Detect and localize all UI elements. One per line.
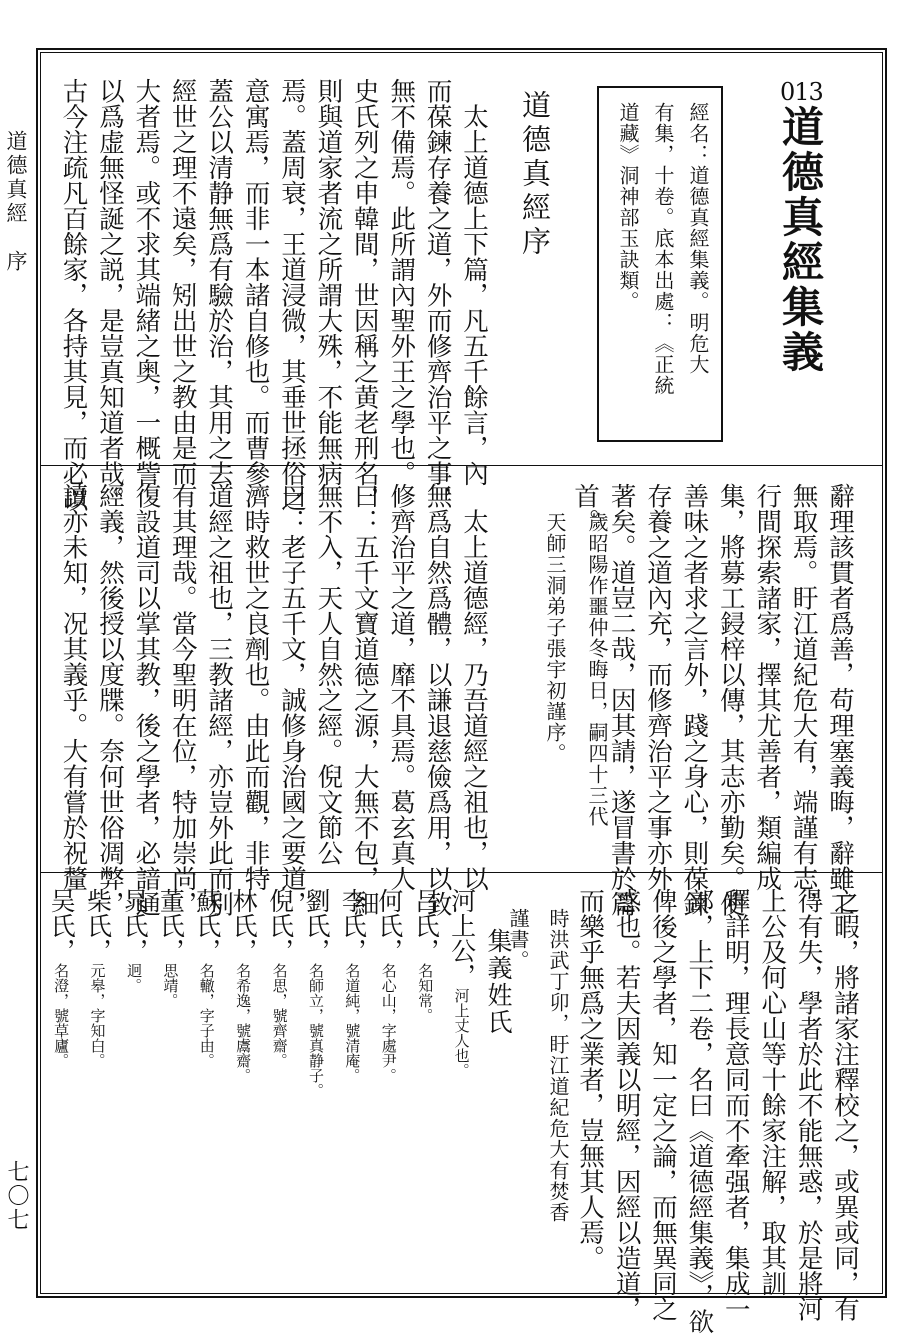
text-line: 善味之者求之言外，踐之身心，則葆鍊 [679,483,710,917]
text-line: 之暇，將諸家注釋校之，或異或同，有 [830,888,860,1322]
surname-entry [43,888,79,1288]
surname-note: 元皋，字知白。 [88,963,107,1068]
text-line: 史氏列之申韓間，世因稱之黄老刑名， [349,78,380,512]
running-head: 道德真經 序 [4,130,28,274]
book-info-box [597,86,723,442]
second-preface-body-tier3 [575,888,863,1334]
surname: 倪氏， [265,888,295,963]
surnames-heading: 集義姓氏 [484,928,513,1036]
text-line: 惑也。若夫因義以明經，因經以造道， [611,888,642,1322]
surname: 林氏， [229,888,259,963]
preface-body-tier1 [58,78,492,512]
info-line: 經名：道德真經集義。明危大 [686,102,710,375]
surname-note: 名轍，字子由。 [197,963,216,1068]
surname: 劉氏， [301,888,331,963]
signature-line: 歲昭陽作噩仲冬晦日，嗣四十三代 [585,512,609,827]
text-line: 焉。蓋周衰，王道浸微，其垂世拯俗之 [276,78,307,512]
surname-note: 名希逸，號鬳齋。 [234,963,253,1083]
preface-signature [528,512,618,862]
surname-note: 名思，號齊齋。 [270,963,289,1068]
surname: 董氏， [156,888,186,963]
text-line: 大者焉。或不求其端緒之奥，一概訾 [131,78,162,486]
text-line: 曰：老子五千文，誠修身治國之要道， [276,483,307,917]
text-line: 而葆鍊存養之道，外而修齊治平之事， [422,78,453,512]
signature-line: 天師三洞弟子張宇初謹序。 [543,512,567,764]
text-line: 首。 [570,483,601,534]
surname-note: 名知常。 [416,963,435,1023]
text-line: 無不入，天人自然之經。倪文節公 [313,483,344,866]
second-preface-body-tier2 [58,483,492,917]
text-line: 集，將募工鋟梓以傳，其志亦勤矣。使 [715,483,746,917]
surname-entry [225,888,261,1288]
surname-entry [188,888,224,1288]
surname-note: 迥。 [124,963,143,993]
surname: 何氏， [374,888,404,963]
text-line: 道經之祖也，三教諸經，亦豈外此而别 [204,483,235,917]
text-line: 有其理哉。當今聖明在位，特加崇尚， [167,483,198,917]
text-line: 經義，然後授以度牒。奈何世俗凋弊， [94,483,125,917]
surname-entry [298,888,334,1288]
text-line: 太上道德上下篇，凡五千餘言，內 [459,78,489,486]
surname-note: 河上丈人也。 [452,988,471,1078]
text-line: 而樂乎無爲之業者，豈無其人焉。 [575,888,606,1271]
signature-line: 時洪武丁卯，盱江道紀危大有焚香 [546,908,570,1223]
surname-entry [261,888,297,1288]
surname-entry [79,888,115,1288]
surname-note: 名心山，字處尹。 [379,963,398,1083]
surname: 吕氏， [411,888,441,963]
text-line: 得有失，學者於此不能無惑，於是將河 [793,888,824,1322]
surname-entry [370,888,406,1288]
text-line: 著矣。道豈二哉，因其請，遂冒書於篇 [606,483,637,917]
text-line: 存養之道內充，而修齊治平之事亦外 [642,483,673,891]
text-line: 則與道家者流之所謂大殊，不能無病 [313,78,344,486]
text-line: 意寓焉，而非一本諸自修也。而曹參 [240,78,271,486]
text-line: 曰：五千文寶道德之源，大無不包，細 [349,483,380,917]
text-line: 無不備焉。此所謂內聖外王之學也。 [386,78,417,486]
text-line: 修齊治平之道，靡不具焉。葛玄真人 [386,483,417,891]
text-line: 行間探索諸家，擇其尤善者，類編成 [752,483,783,891]
text-line: 部，上下二卷，名曰《道德經集義》，欲 [684,888,715,1334]
surname: 晁氏， [119,888,149,963]
surname-entry [152,888,188,1288]
text-line: 經世之理不遠矣，矧出世之教由是而 [167,78,198,486]
surname: 吴氏， [47,888,77,963]
surname-note: 名澄，號草廬。 [52,963,71,1068]
text-line: 無取焉。盱江道紀危大有，端謹有志， [788,483,819,917]
surname-note: 名師立，號真静子。 [306,963,325,1098]
text-line: 以爲虚無怪誕之説，是豈真知道者哉。 [94,78,125,512]
info-line: 道藏》洞神部玉訣類。 [616,102,640,312]
info-line: 有集，十卷。底本出處：《正統 [651,102,675,396]
surname-entry [407,888,443,1288]
text-line: 俾後之學者，知一定之論，而無異同之 [647,888,678,1322]
book-title: 道德真經集義 [776,105,825,375]
book-info-text [609,102,715,432]
surname-entry [443,888,479,1288]
second-preface-signature [506,908,578,1288]
surname: 河上公， [447,888,477,988]
surname-entry [334,888,370,1288]
signature-line: 謹書。 [506,908,530,971]
text-line: 上公及何心山等十餘家注解，取其訓 [757,888,788,1296]
text-line: 辭理該貫者爲善，苟理塞義晦，辭雖工 [825,483,855,917]
text-line: 蓋公以清静無爲有驗於治，其用之去 [204,78,235,486]
surname-note: 名道純，號清庵。 [343,963,362,1083]
surname: 李氏， [338,888,368,963]
surname-entry [116,888,152,1288]
surname-note: 思靖。 [161,963,180,1008]
preface-title: 道德真經序 [518,90,552,260]
surname: 柴氏， [83,888,113,963]
text-line: 濟時救世之良劑也。由此而觀，非特 [240,483,271,891]
text-line: 復設道司以掌其教，後之學者，必諳通 [131,483,162,917]
text-line: 太上道德經，乃吾道經之祖也，以 [459,483,489,891]
book-code: 013 [780,78,823,106]
text-line: 釋詳明，理長意同而不牽强者，集成一 [720,888,751,1322]
surnames-list [47,888,516,1288]
page-number: 七〇七 [4,1160,29,1232]
text-line: 讀亦未知，况其義乎。大有嘗於祝釐 [58,483,89,891]
text-line: 古今注疏凡百餘家，各持其見，而必以 [58,78,89,512]
surname: 蘇氏， [192,888,222,963]
text-line: 無爲自然爲體，以謙退慈儉爲用，以致 [422,483,453,917]
